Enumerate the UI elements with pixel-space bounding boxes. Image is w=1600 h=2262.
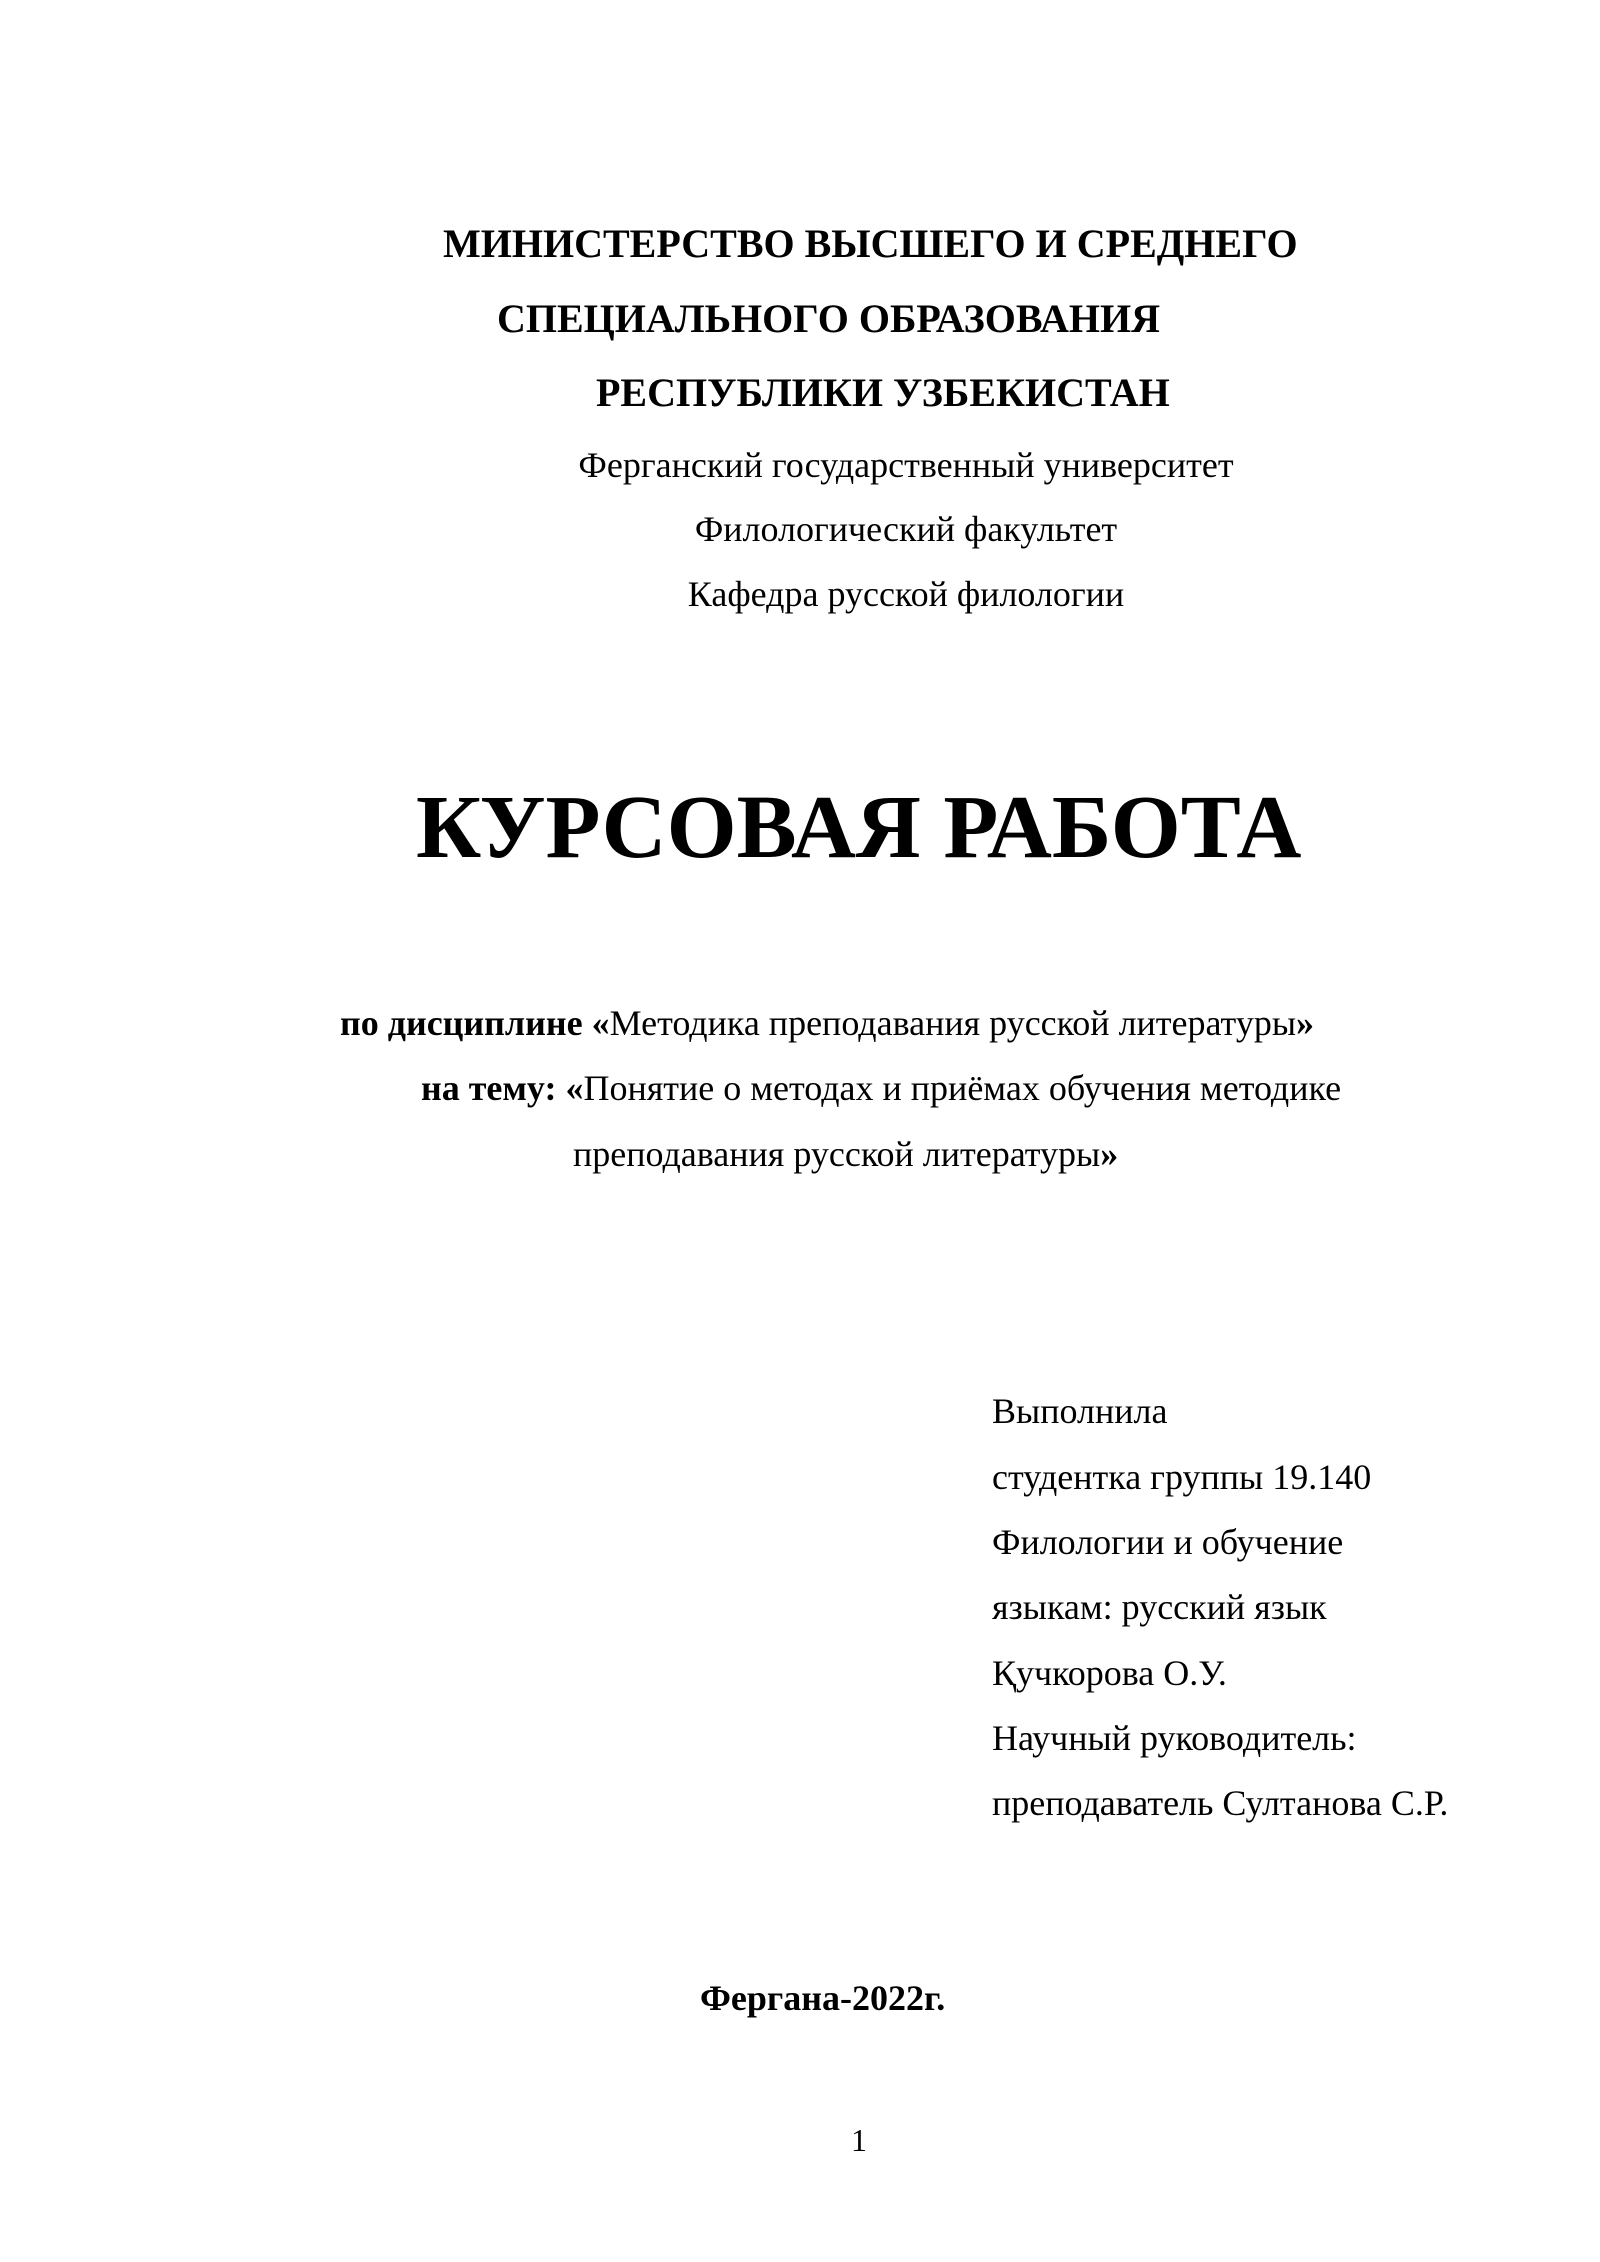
supervisor-label: Научный руководитель: [992, 1718, 1357, 1758]
author-line-group: студентка группы 19.140 [992, 1457, 1372, 1497]
topic-open-quote: « [565, 1068, 584, 1108]
ministry-line-3: РЕСПУБЛИКИ УЗБЕКИСТАН [596, 370, 1170, 415]
topic-value-line-1: Понятие о методах и приёмах обучения методике [583, 1068, 1342, 1108]
author-line-specialty-1: Филологии и обучение [992, 1522, 1344, 1562]
discipline-value: Методика преподавания русской литературы [609, 1003, 1297, 1043]
topic-line-2 [573, 1136, 1118, 1172]
topic-value-line-2: преподавания русской литературы [573, 1134, 1101, 1174]
department-name: Кафедра русской филологии [687, 574, 1125, 614]
page-number: 1 [851, 2122, 867, 2158]
discipline-label: по дисциплине [340, 1003, 583, 1043]
discipline-open-quote: « [591, 1003, 610, 1043]
author-name: Қучкорова О.У. [992, 1653, 1227, 1693]
author-line-specialty-2: языкам: русский язык [992, 1587, 1327, 1627]
topic-label: на тему: [421, 1068, 557, 1108]
author-line-performed: Выполнила [992, 1391, 1168, 1431]
discipline-close-quote: » [1296, 1003, 1315, 1043]
topic-close-quote: » [1100, 1134, 1119, 1174]
ministry-line-1: МИНИСТЕРСТВО ВЫСШЕГО И СРЕДНЕГО [443, 221, 1298, 266]
city-year: Фергана-2022г. [700, 1978, 946, 2018]
ministry-line-2: СПЕЦИАЛЬНОГО ОБРАЗОВАНИЯ [497, 296, 1160, 341]
faculty-name: Филологический факультет [694, 509, 1118, 549]
university-name: Ферганский государственный университет [578, 445, 1234, 485]
supervisor-name: преподаватель Султанова С.Р. [992, 1783, 1449, 1823]
topic-line-1 [421, 1070, 1341, 1106]
discipline-line [340, 1005, 1314, 1041]
document-title: КУРСОВАЯ РАБОТА [416, 778, 1302, 877]
